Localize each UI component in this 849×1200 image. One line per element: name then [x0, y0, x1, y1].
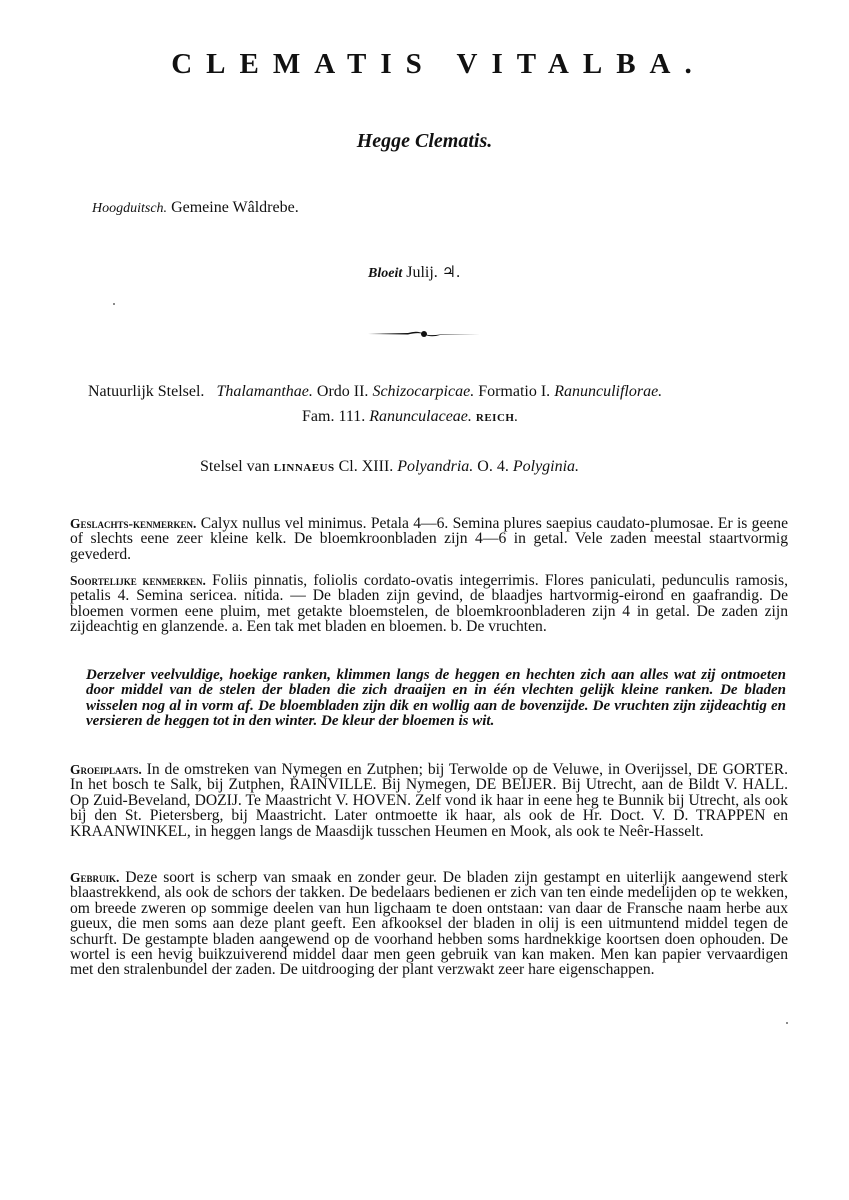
paper-speck [786, 1022, 788, 1024]
natural-system-part1: Thalamanthae. [216, 383, 313, 400]
soortelijke-text: Foliis pinnatis, foliolis cordato-ovatis integerrimis. Flores paniculati, pedunculis ramosis, petalis 4. Semina sericea. nitida. — De bladen zijn gevind, de blaadjes hartvormig-eirond en gaafrandig. De bloemen vormen eene pluim, met getakte bloemstelen, de bloemkroonbladeren zijn 4 in getal. De zaden zijn zijdeachtig en glanzende. a. Een tak met bladen en bloemen. b. De vruchten. [70, 572, 788, 636]
german-name-line [92, 199, 299, 217]
linnaeus-order: O. 4. [477, 458, 509, 475]
gebruik-text: Deze soort is scherp van smaak en zonder geur. De bladen zijn gestampt en uiterlijk aangewend sterk blaastrekkend, als ook de schors der takken. De bedelaars bedienen er zich van ten einde medelijden op te wekken, om breede zweren op sommige deelen van hun ligchaam te doen ontstaan: van daar de Fransche naam herbe aux gueux, die men soms aan deze plant geeft. Een afkooksel der bladen in olij is een uitmuntend middel tegen de schurft. De gestampte bladen aangewend op de voorhand hebben soms hardnekkige koortsen doen ophouden. De wortel is een hevig buikzuiverend middel daar men geen gebruik van kan maken. Men kan papier vervaardigen met den stralenbundel der zaden. De uitdrooging der plant verzwakt zeer hare eigenschappen. [70, 869, 788, 979]
section-groeiplaats [70, 762, 788, 839]
family-author: REICH. [475, 412, 518, 424]
family-name: Ranunculaceae. [369, 408, 472, 425]
natural-system-part3: Schizocarpicae. [372, 383, 475, 400]
bloom-label: Bloeit [368, 266, 403, 281]
natural-system-part5: Ranunculiflorae. [554, 383, 663, 400]
linnaeus-line [200, 458, 579, 476]
natural-system-label: Natuurlijk Stelsel. [88, 383, 205, 400]
natural-system-part4: Formatio I. [478, 383, 551, 400]
gebruik-heading: Gebruik. [70, 870, 120, 885]
natural-system-line [88, 383, 662, 401]
section-beschrijving [86, 668, 786, 730]
german-name: Gemeine Wâldrebe. [171, 199, 299, 216]
section-geslachts [70, 516, 788, 562]
family-line [302, 408, 518, 426]
linnaeus-class: Cl. XIII. [338, 458, 394, 475]
geslachts-heading: Geslachts-kenmerken. [70, 516, 197, 531]
soortelijke-heading: Soortelijke kenmerken. [70, 573, 206, 588]
geslachts-text: Calyx nullus vel minimus. Petala 4—6. Semina plures saepius caudato-plumosae. Er is geene of slechts eene zeer kleine kelk. De bloemkroonbladen zijn 4—6 in getal. Vele zaden meestal staartvormig gevederd. [70, 515, 789, 563]
linnaeus-pre: Stelsel van [200, 458, 270, 475]
section-gebruik [70, 870, 788, 978]
page-title: CLEMATIS VITALBA. [171, 48, 706, 80]
bloom-value: Julij. ♃. [406, 264, 461, 281]
common-name: Hegge Clematis. [356, 130, 493, 152]
bloom-line [368, 262, 460, 282]
beschrijving-text: Derzelver veelvuldige, hoekige ranken, klimmen langs de heggen en hechten zich aan alles wat zij ontmoeten door middel van de stelen der bladen die zich draaijen en in één vlechten gelijk kleine ranken. De bladen wisselen nog al in vorm af. De bloembladen zijn dik en wollig aan de bovenzijde. De vruchten zijn zijdeachtig en versieren de heggen tot in den winter. De kleur der bloemen is wit. [86, 667, 786, 730]
linnaeus-order-name: Polyginia. [512, 458, 580, 475]
german-lang-label: Hoogduitsch. [92, 201, 168, 216]
family-label: Fam. 111. [302, 408, 366, 425]
natural-system-part2: Ordo II. [316, 383, 369, 400]
linnaeus-class-name: Polyandria. [397, 458, 474, 475]
paper-speck [113, 303, 115, 305]
groeiplaats-heading: Groeiplaats. [70, 762, 142, 777]
linnaeus-name: LINNAEUS [273, 462, 335, 474]
section-soortelijke [70, 573, 788, 635]
ornament-divider [368, 329, 480, 339]
groeiplaats-text: In de omstreken van Nymegen en Zutphen; bij Terwolde op de Veluwe, in Overijssel, DE GORTER. In het bosch te Salk, bij Zutphen, RAINVILLE. Bij Nymegen, DE BEIJER. Bij Utrecht, aan de Bildt V. HALL. Op Zuid-Beveland, DOZIJ. Te Maastricht V. HOVEN. Zelf vond ik haar in eene heg te Bunnik bij Utrecht, als ook bij den St. Pietersberg, bij Maastricht. Later ontmoette ik haar, als ook de Hr. Doct. V. D. TRAPPEN en KRAANWINKEL, in heggen langs de Maasdijk tusschen Heumen en Mook, als ook te Neêr-Hasselt. [70, 761, 788, 840]
